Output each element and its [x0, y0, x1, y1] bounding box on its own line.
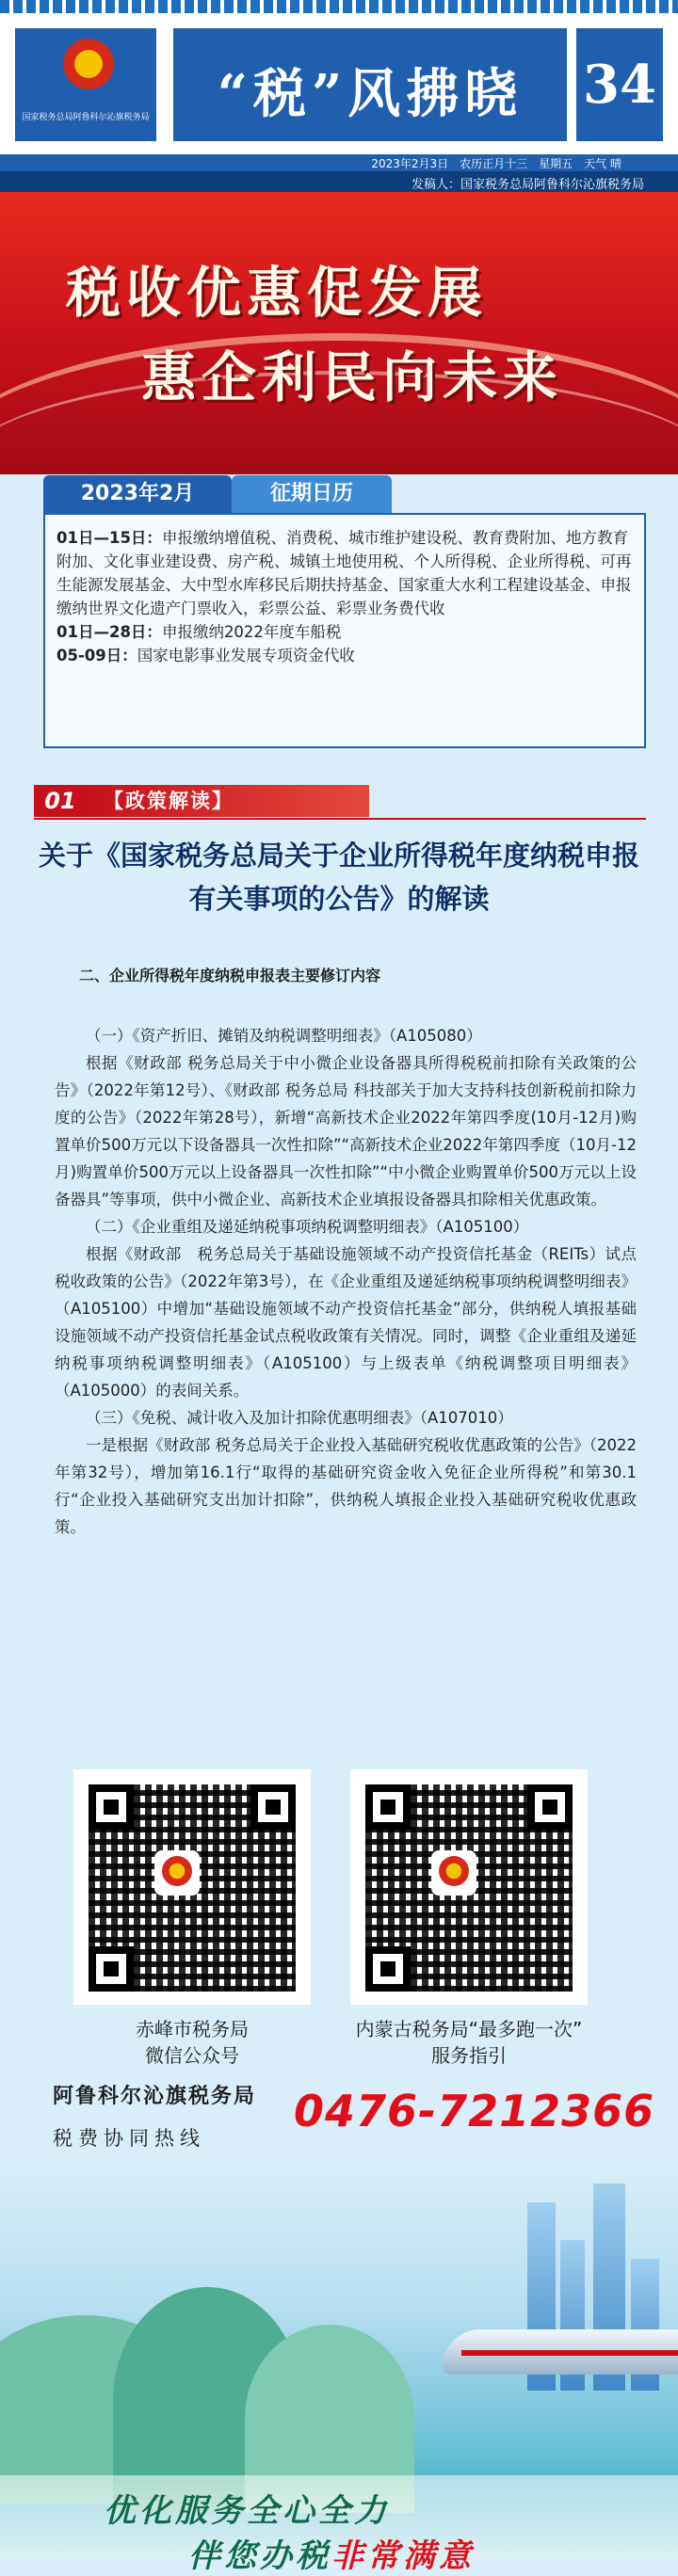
article-paragraph: 一是根据《财政部 税务总局关于企业投入基础研究税收优惠政策的公告》（2022年第32号），增加第16.1行“取得的基础研究资金收入免征企业所得税”和第30.1行“企业投入基础研究支出加计扣除”，供纳税人填报企业投入基础研究税收优惠政策。 [55, 1436, 637, 1536]
paper-title-bar [173, 28, 567, 141]
paper-title: “税”风拂晓 [217, 63, 524, 125]
footer-slogan-2b: 非常满意 [331, 2537, 475, 2575]
footer-slogan-2 [188, 2530, 475, 2576]
tax-emblem-icon [162, 1856, 192, 1886]
calendar-text: 申报缴纳2022年度车船税 [161, 623, 342, 641]
article-paragraph: （一）《资产折旧、摊销及纳税调整明细表》（A105080） [86, 1027, 482, 1045]
calendar-row [56, 620, 633, 644]
qr-caption-service-guide [328, 2016, 610, 2069]
qr-caption-wechat [51, 2016, 333, 2069]
qr-caption-line: 微信公众号 [145, 2044, 239, 2067]
article-title: 关于《国家税务总局关于企业所得税年度纳税申报有关事项的公告》的解读 [38, 840, 639, 915]
date-text: 2023年2月3日 农历正月十三 星期五 天气 晴 [371, 157, 622, 170]
qr-card-wechat[interactable] [73, 1769, 311, 2005]
article-subtitle: 二、企业所得税年度纳税申报表主要修订内容 [79, 967, 381, 984]
calendar-row [56, 644, 633, 667]
qr-finder-pattern [89, 1784, 134, 1830]
article-paragraph: 根据《财政部 税务总局关于中小微企业设备器具所得税税前扣除有关政策的公告》（2022年第12号）、《财政部 税务总局 科技部关于加大支持科技创新税前扣除力度的公告》（2022年第28号），新增“高新技术企业2022年第四季度(10月-12月)购置单价500万元以下设备器具一次性扣除”“高新技术企业2022年第四季度（10月-12月)购置单价500万元以上设备器具一次性扣除”“中小微企业购置单价500万元以上设备器具”等事项，供中小微企业、高新技术企业填报设备器具扣除相关优惠政策。 [55, 1054, 637, 1208]
qr-finder-pattern [527, 1784, 573, 1830]
article-body [55, 1022, 637, 1541]
calendar-title-tab: 征期日历 [232, 475, 392, 513]
issue-number: 34 [576, 28, 663, 141]
hero-banner [0, 192, 678, 474]
hotline-org: 阿鲁科尔沁旗税务局 [53, 2085, 257, 2108]
publisher-line [0, 171, 678, 192]
calendar-text: 申报缴纳增值税、消费税、城市维护建设税、教育费附加、地方教育附加、文化事业建设费、房产税、城镇土地使用税、个人所得税、企业所得税、可再生能源发展基金、大中型水库移民后期扶持基金、国家重大水利工程建设基金、申报缴纳世界文化遗产门票收入，彩票公益、彩票业务费代收 [56, 529, 632, 617]
section-number: 01 [34, 785, 87, 817]
calendar-row [56, 526, 633, 620]
qr-caption-line: 赤峰市税务局 [136, 2018, 249, 2040]
bureau-name: 国家税务总局阿鲁科尔沁旗税务局 [22, 113, 150, 122]
section-label: 【政策解读】 [87, 785, 369, 817]
calendar-text: 国家电影事业发展专项资金代收 [137, 647, 355, 664]
qr-caption-line: 内蒙古税务局“最多跑一次” [355, 2018, 583, 2040]
qr-center-logo [431, 1850, 476, 1896]
calendar-period: 05-09日： [56, 647, 137, 664]
top-pattern-border [0, 0, 678, 13]
footer-slogan-1: 优化服务全心全力 [104, 2492, 390, 2530]
qr-caption-line: 服务指引 [431, 2044, 507, 2067]
calendar-period: 01日—15日： [56, 529, 162, 547]
train-stripe [461, 2350, 678, 2356]
hotline-label: 税费协同热线 [53, 2127, 205, 2150]
section-divider [34, 818, 646, 820]
footer-slogan-2a: 伴您办税 [188, 2537, 331, 2575]
bureau-logo-block [15, 28, 156, 141]
banner-headline-2: 惠企利民向未来 [141, 345, 564, 409]
article-paragraph: （二）《企业重组及递延纳税事项纳税调整明细表》（A105100） [86, 1218, 529, 1236]
article-paragraph: 根据《财政部 税务总局关于基础设施领域不动产投资信托基金（REITs）试点税收政策的公告》（2022年第3号），在《企业重组及递延纳税事项纳税调整明细表》（A105100）中增加“基础设施领域不动产投资信托基金”部分，供纳税人填报基础设施领域不动产投资信托基金试点税收政策有关情况。同时，调整《企业重组及递延纳税事项纳税调整明细表》（A105100）与上级表单《纳税调整项目明细表》（A105000）的表间关系。 [55, 1245, 637, 1400]
hotline-number[interactable]: 0476-7212366 [294, 2086, 655, 2136]
article-paragraph: （三）《免税、减计收入及加计扣除优惠明细表》（A107010） [86, 1409, 513, 1427]
tax-emblem-icon [63, 39, 114, 89]
calendar-month-tab: 2023年2月 [43, 475, 232, 513]
qr-center-logo [154, 1850, 200, 1896]
publisher-text: 发稿人：国家税务总局阿鲁科尔沁旗税务局 [411, 178, 644, 192]
qr-finder-pattern [250, 1784, 296, 1830]
banner-headline-1: 税收优惠促发展 [66, 261, 489, 325]
date-line [0, 154, 678, 171]
qr-finder-pattern [89, 1946, 134, 1992]
qr-card-service-guide[interactable] [350, 1769, 588, 2005]
calendar-period: 01日—28日： [56, 623, 162, 641]
qr-finder-pattern [365, 1784, 411, 1830]
tax-emblem-icon [439, 1856, 469, 1886]
qr-finder-pattern [365, 1946, 411, 1992]
train-illustration [443, 2329, 678, 2375]
tax-calendar [43, 513, 646, 748]
